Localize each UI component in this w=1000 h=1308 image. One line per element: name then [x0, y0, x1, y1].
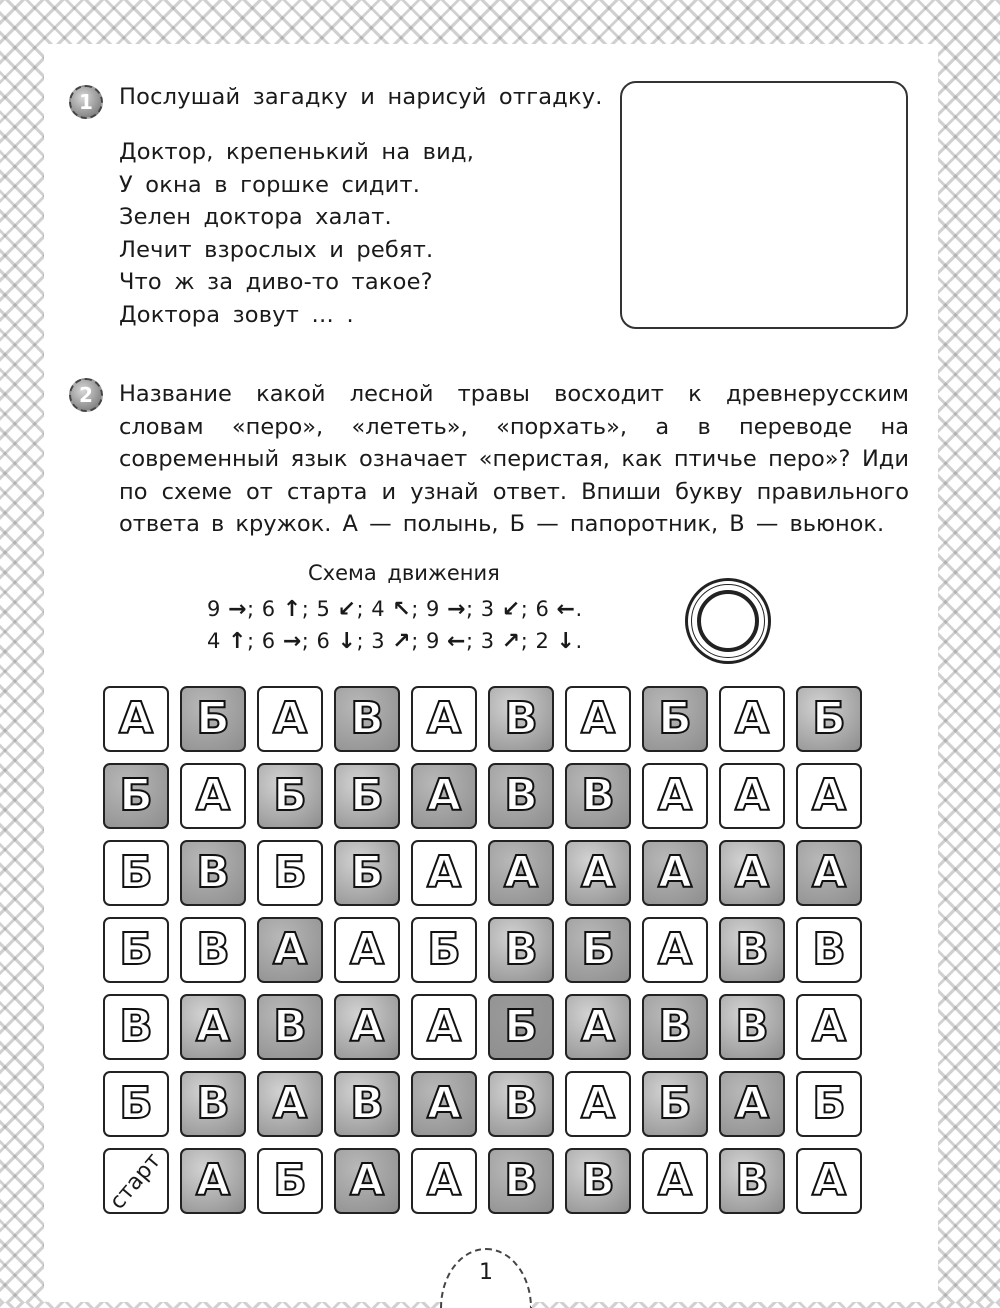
grid-letter: А	[734, 770, 770, 821]
grid-letter: А	[426, 1001, 462, 1052]
grid-letter: А	[580, 693, 616, 744]
scheme-step-count: 3	[480, 597, 502, 621]
scheme-arrow-icon: →	[228, 597, 247, 622]
task-number-2-badge	[69, 378, 103, 412]
grid-letter: Б	[273, 1155, 307, 1206]
scheme-arrow-icon: ↖	[392, 597, 412, 622]
grid-cell	[180, 1071, 246, 1137]
scheme-separator: ;	[465, 629, 481, 653]
grid-cell	[257, 1071, 323, 1137]
scheme-step-count: 3	[371, 629, 393, 653]
grid-letter: А	[426, 847, 462, 898]
grid-letter: Б	[581, 924, 615, 975]
scheme-step-count: 6	[535, 597, 557, 621]
grid-letter: А	[426, 693, 462, 744]
grid-letter: А	[503, 847, 539, 898]
grid-cell	[411, 917, 477, 983]
grid-cell	[642, 994, 708, 1060]
grid-letter: В	[504, 1155, 538, 1206]
grid-letter: А	[349, 924, 385, 975]
grid-letter: Б	[658, 693, 692, 744]
grid-cell	[719, 994, 785, 1060]
scheme-separator: ;	[411, 629, 426, 653]
grid-letter: В	[658, 1001, 692, 1052]
grid-letter: Б	[119, 847, 153, 898]
scheme-step-count: 2	[535, 629, 557, 653]
grid-cell	[565, 917, 631, 983]
scheme-arrow-icon: ↙	[337, 597, 357, 622]
grid-letter: В	[581, 1155, 615, 1206]
answer-circle[interactable]	[685, 578, 771, 664]
riddle-line: Что ж за диво-то такое?	[119, 269, 433, 296]
grid-cell	[719, 1148, 785, 1214]
grid-cell	[257, 763, 323, 829]
grid-letter: Б	[273, 847, 307, 898]
grid-cell	[334, 686, 400, 752]
grid-cell	[334, 1071, 400, 1137]
grid-cell	[257, 917, 323, 983]
task-number-1-badge	[69, 85, 103, 119]
grid-cell	[488, 763, 554, 829]
grid-letter: В	[504, 693, 538, 744]
grid-letter: А	[811, 1001, 847, 1052]
grid-letter: Б	[504, 1001, 538, 1052]
grid-cell	[103, 763, 169, 829]
scheme-separator: .	[575, 597, 583, 621]
scheme-row-1	[207, 597, 583, 622]
grid-letter: Б	[196, 693, 230, 744]
grid-cell	[796, 917, 862, 983]
grid-cell	[565, 763, 631, 829]
grid-cell	[642, 763, 708, 829]
grid-cell	[411, 994, 477, 1060]
grid-letter: А	[195, 1155, 231, 1206]
scheme-step-count: 4	[371, 597, 393, 621]
task-2-question: Название какой лесной травы восходит к древнерусским словам «перо», «лететь», «порхать», а в переводе на современный язык означает «перистая, как птичье перо»? Иди по схеме от старта и узнай ответ. Впиши букву правильного ответа в кружок. А — полынь, Б — папоротник, В — вьюнок.	[119, 381, 909, 538]
letter-grid	[103, 686, 873, 1226]
grid-cell	[257, 994, 323, 1060]
grid-letter: А	[349, 1155, 385, 1206]
grid-letter: А	[426, 1155, 462, 1206]
riddle-text	[119, 136, 474, 332]
scheme-title: Схема движения	[308, 561, 500, 585]
grid-letter: В	[504, 924, 538, 975]
riddle-line: Лечит взрослых и ребят.	[119, 236, 434, 263]
grid-cell	[334, 1148, 400, 1214]
grid-cell	[180, 840, 246, 906]
grid-letter: А	[195, 770, 231, 821]
scheme-step-count: 4	[207, 629, 229, 653]
grid-cell	[411, 1148, 477, 1214]
grid-letter: А	[734, 847, 770, 898]
grid-cell	[334, 840, 400, 906]
grid-letter: В	[196, 1078, 230, 1129]
grid-letter: В	[735, 924, 769, 975]
grid-cell	[257, 686, 323, 752]
grid-letter: В	[504, 1078, 538, 1129]
grid-letter: А	[580, 1001, 616, 1052]
grid-cell	[642, 686, 708, 752]
grid-letter: А	[118, 693, 154, 744]
scheme-step-count: 6	[261, 629, 283, 653]
scheme-separator: ;	[520, 597, 536, 621]
grid-cell	[796, 994, 862, 1060]
scheme-separator: ;	[411, 597, 426, 621]
scheme-separator: ;	[246, 597, 262, 621]
scheme-arrow-icon: ↙	[501, 597, 521, 622]
grid-letter: В	[350, 693, 384, 744]
start-cell	[103, 1148, 169, 1214]
grid-cell	[334, 917, 400, 983]
grid-letter: А	[580, 1078, 616, 1129]
grid-cell	[180, 1148, 246, 1214]
page-number: 1	[479, 1260, 493, 1285]
drawing-answer-box[interactable]	[620, 81, 908, 329]
scheme-arrow-icon: →	[282, 629, 302, 654]
grid-letter: Б	[273, 770, 307, 821]
scheme-step-count: 3	[480, 629, 502, 653]
grid-letter: А	[657, 1155, 693, 1206]
grid-letter: А	[734, 1078, 770, 1129]
grid-cell	[257, 840, 323, 906]
grid-cell	[103, 840, 169, 906]
grid-cell	[796, 1148, 862, 1214]
scheme-separator: ;	[301, 629, 317, 653]
scheme-arrow-icon: ←	[447, 629, 466, 654]
grid-letter: А	[272, 924, 308, 975]
grid-letter: А	[811, 847, 847, 898]
grid-cell	[488, 1071, 554, 1137]
scheme-separator: ;	[246, 629, 262, 653]
grid-letter: Б	[658, 1078, 692, 1129]
grid-cell	[488, 1148, 554, 1214]
grid-cell	[411, 686, 477, 752]
grid-cell	[796, 1071, 862, 1137]
grid-letter: В	[735, 1001, 769, 1052]
grid-cell	[796, 763, 862, 829]
grid-letter: В	[350, 1078, 384, 1129]
scheme-arrow-icon: ↓	[337, 629, 357, 654]
grid-letter: В	[273, 1001, 307, 1052]
grid-letter: А	[811, 770, 847, 821]
grid-cell	[565, 1148, 631, 1214]
grid-letter: А	[657, 847, 693, 898]
grid-cell	[719, 840, 785, 906]
task-number-1: 1	[79, 90, 93, 114]
scheme-separator: ;	[301, 597, 317, 621]
scheme-step-count: 9	[207, 597, 229, 621]
grid-cell	[642, 840, 708, 906]
grid-letter: В	[581, 770, 615, 821]
riddle-line: Доктора зовут … .	[119, 301, 354, 328]
grid-cell	[103, 917, 169, 983]
grid-letter: А	[811, 1155, 847, 1206]
scheme-separator: ;	[465, 597, 481, 621]
grid-letter: А	[349, 1001, 385, 1052]
grid-cell	[642, 1071, 708, 1137]
grid-cell	[334, 763, 400, 829]
scheme-separator: .	[575, 629, 583, 653]
grid-letter: А	[426, 770, 462, 821]
task-1-prompt: Послушай загадку и нарисуй отгадку.	[119, 84, 603, 110]
riddle-line: У окна в горшке сидит.	[119, 171, 421, 198]
grid-cell	[180, 686, 246, 752]
grid-cell	[180, 763, 246, 829]
grid-letter: В	[196, 924, 230, 975]
grid-cell	[642, 1148, 708, 1214]
grid-cell	[796, 686, 862, 752]
grid-letter: Б	[812, 1078, 846, 1129]
scheme-arrow-icon: →	[447, 597, 466, 622]
task-number-2: 2	[79, 383, 93, 407]
grid-letter: В	[119, 1001, 153, 1052]
start-label: старт	[105, 1147, 167, 1215]
scheme-arrow-icon: ↓	[556, 629, 576, 654]
grid-cell	[257, 1148, 323, 1214]
scheme-separator: ;	[356, 597, 372, 621]
grid-cell	[180, 917, 246, 983]
grid-cell	[411, 840, 477, 906]
grid-cell	[103, 1071, 169, 1137]
grid-letter: В	[812, 924, 846, 975]
grid-letter: А	[195, 1001, 231, 1052]
grid-letter: Б	[119, 1078, 153, 1129]
scheme-arrow-icon: ←	[556, 597, 576, 622]
grid-letter: Б	[427, 924, 461, 975]
scheme-row-2	[207, 629, 583, 654]
grid-cell	[488, 994, 554, 1060]
grid-cell	[796, 840, 862, 906]
riddle-line: Зелен доктора халат.	[119, 204, 392, 231]
scheme-step-count: 9	[426, 629, 448, 653]
scheme-arrow-icon: ↑	[228, 629, 247, 654]
scheme-step-count: 9	[426, 597, 448, 621]
grid-letter: А	[657, 924, 693, 975]
grid-letter: А	[657, 770, 693, 821]
grid-cell	[411, 1071, 477, 1137]
grid-cell	[565, 994, 631, 1060]
grid-letter: Б	[350, 770, 384, 821]
grid-cell	[719, 917, 785, 983]
grid-letter: А	[426, 1078, 462, 1129]
grid-letter: Б	[350, 847, 384, 898]
grid-cell	[642, 917, 708, 983]
grid-cell	[565, 686, 631, 752]
grid-cell	[411, 763, 477, 829]
grid-letter: В	[504, 770, 538, 821]
grid-cell	[719, 1071, 785, 1137]
grid-letter: В	[196, 847, 230, 898]
grid-letter: Б	[119, 770, 153, 821]
grid-letter: А	[272, 1078, 308, 1129]
grid-letter: А	[734, 693, 770, 744]
grid-cell	[334, 994, 400, 1060]
scheme-separator: ;	[520, 629, 536, 653]
grid-cell	[488, 840, 554, 906]
grid-cell	[180, 994, 246, 1060]
scheme-step-count: 6	[316, 629, 338, 653]
grid-letter: А	[272, 693, 308, 744]
scheme-separator: ;	[356, 629, 372, 653]
riddle-line: Доктор, крепенький на вид,	[119, 139, 475, 165]
grid-letter: А	[580, 847, 616, 898]
grid-letter: Б	[812, 693, 846, 744]
grid-letter: Б	[119, 924, 153, 975]
grid-cell	[103, 686, 169, 752]
grid-cell	[719, 763, 785, 829]
grid-cell	[565, 840, 631, 906]
scheme-arrow-icon: ↗	[392, 629, 412, 654]
scheme-arrow-icon: ↑	[282, 597, 302, 622]
grid-cell	[488, 686, 554, 752]
grid-cell	[565, 1071, 631, 1137]
grid-cell	[719, 686, 785, 752]
scheme-step-count: 6	[261, 597, 283, 621]
scheme-arrow-icon: ↗	[501, 629, 521, 654]
scheme-step-count: 5	[316, 597, 338, 621]
grid-cell	[488, 917, 554, 983]
grid-letter: В	[735, 1155, 769, 1206]
grid-cell	[103, 994, 169, 1060]
